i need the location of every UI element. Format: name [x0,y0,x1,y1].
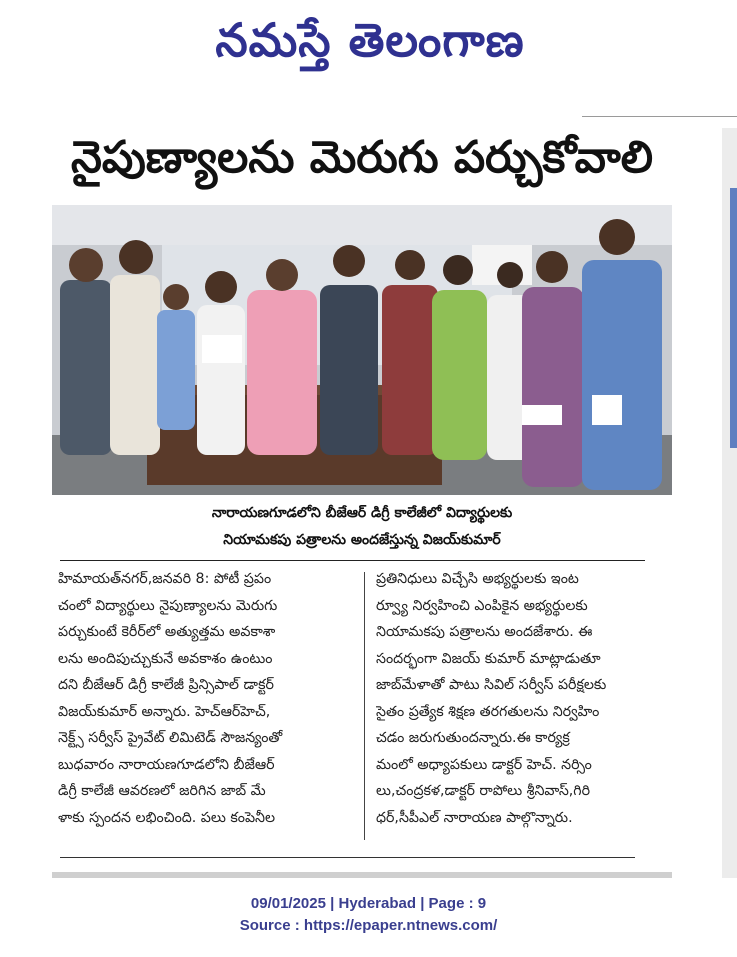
column-divider [364,572,365,840]
body-line: డిగ్రీ కాలేజీ ఆవరణలో జరిగిన జాబ్ మే [58,783,266,799]
photo-caption [52,500,672,554]
article-photo [52,205,672,495]
adjacent-page-edge [722,128,737,878]
body-line: ప్రతినిధులు విచ్చేసి అభ్యర్థులకు ఇంట [376,571,579,587]
body-line: నెక్ట్స్ సర్వీస్ ప్రైవేట్ లిమిటెడ్ సౌజన్యంతో [58,730,283,746]
article-headline: నైపుణ్యాలను మెరుగు పర్చుకోవాలి [70,132,654,183]
caption-line: నియామకపు పత్రాలను అందజేస్తున్న విజయ్‌కుమార్ [223,532,501,548]
article-column-left [58,566,358,831]
body-line: నియామకపు పత్రాలను అందజేశారు. ఈ [376,624,593,640]
body-line: ర్వ్యూ నిర్వహించి ఎంపికైన అభ్యర్థులకు [376,597,588,614]
body-line: లను అందిపుచ్చుకునే అవకాశం ఉంటుం [58,650,273,667]
body-line: పర్చుకుంటే కెరీర్‌లో అత్యుత్తమ అవకాశా [58,624,276,640]
next-article-edge [52,872,672,878]
caption-line: నారాయణగూడలోని బీజేఆర్ డిగ్రీ కాలేజీలో విద్యార్థులకు [211,505,513,521]
body-line: జాబ్‌మేళాతో పాటు సివిల్ సర్వీస్ పరీక్షలకు [376,677,607,693]
body-line: సైతం ప్రత్యేక శిక్షణ తరగతులను నిర్వహిం [376,703,600,720]
caption-divider [60,560,645,561]
body-line: విజయ్‌కుమార్ అన్నారు. హెచ్ఆర్‌హెచ్, [58,703,271,720]
newspaper-masthead: నమస్తే తెలంగాణ [215,13,525,67]
body-line: సందర్భంగా విజయ్ కుమార్ మాట్లాడుతూ [376,650,601,667]
body-line: చడం జరుగుతుందన్నారు.ఈ కార్యక్ర [376,730,570,746]
body-line: మంలో అధ్యాపకులు డాక్టర్ హెచ్. నర్సిం [376,756,592,773]
body-line: చంలో విద్యార్థులు నైపుణ్యాలను మెరుగు [58,597,278,614]
group-photo-illustration [52,205,672,495]
article-column-right [376,566,676,831]
publication-date-line: 09/01/2025 | Hyderabad | Page : 9 [250,895,487,912]
page-footer [0,893,737,937]
source-link[interactable]: Source : https://epaper.ntnews.com/ [239,917,498,934]
bottom-divider [60,857,635,858]
body-line: హిమాయత్‌నగర్,జనవరి 8: పోటీ ప్రపం [58,571,272,587]
body-line: బుధవారం నారాయణగూడలోని బీజేఆర్ [58,756,275,773]
body-line: లు,చంద్రకళ,డాక్టర్ రాపోలు శ్రీనివాస్,గిరి [376,783,590,799]
body-line: దని బీజేఆర్ డిగ్రీ కాలేజీ ప్రిన్సిపాల్ డాక్టర్ [58,677,274,693]
body-line: ధర్,సీపీఎల్ నారాయణ పాల్గొన్నారు. [376,809,573,826]
top-divider [582,116,737,117]
body-line: ళాకు స్పందన లభించింది. పలు కంపెనీల [58,809,276,826]
